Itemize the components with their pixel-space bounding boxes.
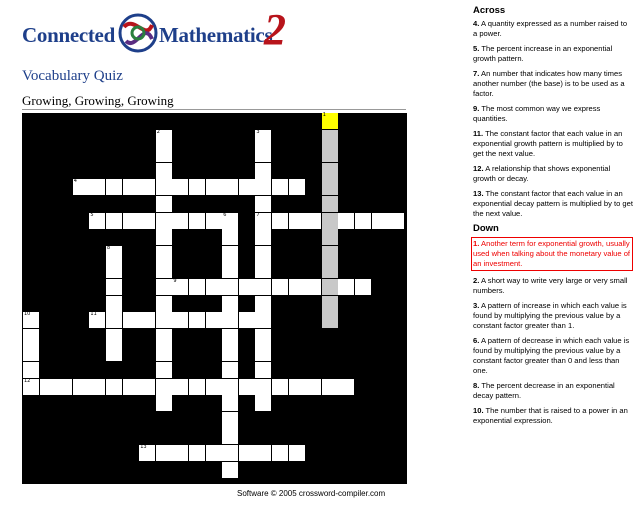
puzzle-title: Growing, Growing, Growing — [22, 93, 174, 108]
cell-number: 13 — [140, 444, 147, 450]
clue-text: The constant factor that each value in an exponential growth pattern is multiplied by to get the next value. — [473, 129, 623, 158]
cell-number: 11 — [90, 311, 97, 318]
across-heading: Across — [473, 5, 506, 16]
grid-cell[interactable] — [322, 196, 338, 212]
grid-cell[interactable] — [222, 213, 238, 229]
grid-cell[interactable] — [305, 279, 321, 295]
logo-number: 2 — [264, 5, 286, 54]
grid-cell[interactable] — [156, 312, 172, 328]
grid-cell[interactable] — [255, 146, 271, 162]
grid-cell[interactable] — [139, 445, 155, 461]
grid-cell[interactable] — [156, 329, 172, 345]
across-clue[interactable] — [473, 44, 633, 64]
grid-cell[interactable] — [106, 262, 122, 278]
grid-cell[interactable] — [388, 213, 404, 229]
clue-text: An number that indicates how many times another number (the base) is to be used as a factor. — [473, 69, 625, 98]
grid-cell[interactable] — [106, 246, 122, 262]
grid-cell[interactable] — [139, 312, 155, 328]
grid-cell[interactable] — [322, 113, 338, 129]
grid-cell[interactable] — [272, 279, 288, 295]
grid-cell[interactable] — [156, 246, 172, 262]
grid-cell[interactable] — [305, 213, 321, 229]
logo-word-connected: Connected — [22, 23, 115, 47]
clue-text: A relationship that shows exponential growth or decay. — [473, 164, 611, 183]
grid-cell[interactable] — [222, 395, 238, 411]
clue-text: A short way to write very large or very small numbers. — [473, 276, 628, 295]
clue-number: 6. — [473, 336, 480, 345]
grid-cell[interactable] — [73, 379, 89, 395]
grid-cell[interactable] — [189, 279, 205, 295]
across-clue[interactable] — [473, 129, 633, 159]
down-clue[interactable] — [471, 237, 633, 271]
grid-cell[interactable] — [239, 179, 255, 195]
grid-cell[interactable] — [222, 262, 238, 278]
clue-number: 7. — [473, 69, 480, 78]
cell-number: 6 — [223, 211, 227, 218]
cell-number: 5 — [90, 211, 94, 218]
clue-text: The most common way we express quantities. — [473, 104, 601, 123]
grid-cell[interactable] — [239, 279, 255, 295]
down-heading: Down — [473, 223, 499, 234]
grid-cell[interactable] — [255, 246, 271, 262]
across-clue[interactable] — [473, 19, 633, 39]
grid-cell[interactable] — [206, 379, 222, 395]
cell-number: 12 — [24, 377, 31, 384]
grid-cell[interactable] — [206, 312, 222, 328]
clue-number: 10. — [473, 406, 484, 415]
grid-cell[interactable] — [255, 262, 271, 278]
grid-cell[interactable] — [23, 345, 39, 361]
grid-cell[interactable] — [322, 312, 338, 328]
clue-number: 3. — [473, 301, 480, 310]
grid-cell[interactable] — [289, 213, 305, 229]
grid-cell[interactable] — [222, 229, 238, 245]
grid-cell[interactable] — [123, 179, 139, 195]
grid-cell[interactable] — [172, 379, 188, 395]
grid-cell[interactable] — [106, 179, 122, 195]
clue-text: A quantity expressed as a number raised to a power. — [473, 19, 628, 38]
grid-cell[interactable] — [239, 312, 255, 328]
clue-number: 8. — [473, 381, 480, 390]
clue-number: 9. — [473, 104, 480, 113]
cell-number: 3 — [256, 128, 260, 135]
down-clue[interactable] — [473, 276, 633, 296]
grid-cell[interactable] — [272, 445, 288, 461]
grid-cell[interactable] — [23, 329, 39, 345]
grid-cell[interactable] — [156, 279, 172, 295]
grid-cell[interactable] — [272, 213, 288, 229]
grid-cell[interactable] — [255, 395, 271, 411]
cell-number: 4 — [73, 178, 77, 185]
grid-cell[interactable] — [338, 379, 354, 395]
grid-cell[interactable] — [156, 395, 172, 411]
clue-text: A pattern of increase in which each value is found by multiplying the previous value by a constant factor greater than 1. — [473, 301, 627, 330]
grid-cell[interactable] — [156, 229, 172, 245]
grid-cell[interactable] — [289, 445, 305, 461]
knot-logo-icon — [116, 11, 160, 55]
grid-cell[interactable] — [172, 213, 188, 229]
grid-cell[interactable] — [106, 345, 122, 361]
grid-cell[interactable] — [206, 179, 222, 195]
clue-number: 1. — [473, 239, 480, 248]
grid-cell[interactable] — [255, 179, 271, 195]
grid-cell[interactable] — [322, 146, 338, 162]
grid-cell[interactable] — [255, 130, 271, 146]
grid-cell[interactable] — [255, 163, 271, 179]
grid-cell[interactable] — [355, 213, 371, 229]
grid-cell[interactable] — [106, 312, 122, 328]
grid-cell[interactable] — [156, 130, 172, 146]
clue-number: 5. — [473, 44, 480, 53]
grid-cell[interactable] — [56, 379, 72, 395]
grid-cell[interactable] — [355, 279, 371, 295]
crossword-grid[interactable] — [22, 113, 407, 484]
clue-text: The number that is raised to a power in an exponential expression. — [473, 406, 628, 425]
quiz-title: Vocabulary Quiz — [22, 68, 123, 84]
grid-cell[interactable] — [255, 379, 271, 395]
clue-text: The percent increase in an exponential growth pattern. — [473, 44, 613, 63]
grid-cell[interactable] — [289, 279, 305, 295]
grid-cell[interactable] — [222, 312, 238, 328]
grid-cell[interactable] — [89, 213, 105, 229]
across-clue[interactable] — [473, 164, 633, 184]
clue-panel — [473, 6, 633, 431]
grid-cell[interactable] — [156, 379, 172, 395]
clue-text: A pattern of decrease in which each value is found by multiplying the previous value by a constant factor greater than 0 and less than one. — [473, 336, 630, 375]
grid-cell[interactable] — [139, 213, 155, 229]
cell-number: 2 — [156, 128, 160, 135]
grid-cell[interactable] — [322, 163, 338, 179]
grid-cell[interactable] — [272, 379, 288, 395]
grid-cell[interactable] — [239, 445, 255, 461]
grid-cell[interactable] — [322, 130, 338, 146]
grid-cell[interactable] — [23, 312, 39, 328]
grid-cell[interactable] — [255, 279, 271, 295]
grid-cell[interactable] — [222, 279, 238, 295]
grid-cell[interactable] — [89, 379, 105, 395]
cell-number: 7 — [256, 211, 260, 218]
grid-cell[interactable] — [222, 362, 238, 378]
grid-cell[interactable] — [189, 179, 205, 195]
cell-number: 8 — [107, 244, 111, 251]
grid-cell[interactable] — [89, 179, 105, 195]
grid-cell[interactable] — [222, 296, 238, 312]
down-clue[interactable] — [473, 301, 633, 331]
clue-text: The percent decrease in an exponential decay pattern. — [473, 381, 615, 400]
grid-cell[interactable] — [123, 379, 139, 395]
grid-cell[interactable] — [73, 179, 89, 195]
down-clue[interactable] — [473, 336, 633, 376]
grid-cell[interactable] — [322, 213, 338, 229]
grid-cell[interactable] — [123, 312, 139, 328]
grid-cell[interactable] — [322, 379, 338, 395]
grid-cell[interactable] — [156, 296, 172, 312]
grid-cell[interactable] — [322, 229, 338, 245]
grid-cell[interactable] — [172, 179, 188, 195]
grid-cell[interactable] — [189, 445, 205, 461]
software-credit: Software © 2005 crossword-compiler.com — [237, 489, 386, 498]
grid-cell[interactable] — [255, 362, 271, 378]
grid-cell[interactable] — [189, 379, 205, 395]
grid-cell[interactable] — [272, 179, 288, 195]
grid-cell[interactable] — [156, 146, 172, 162]
grid-cell[interactable] — [322, 246, 338, 262]
grid-cell[interactable] — [139, 379, 155, 395]
grid-cell[interactable] — [156, 213, 172, 229]
grid-cell[interactable] — [222, 329, 238, 345]
down-clue[interactable] — [473, 381, 633, 401]
grid-cell[interactable] — [372, 213, 388, 229]
grid-cell[interactable] — [156, 445, 172, 461]
grid-cell[interactable] — [222, 246, 238, 262]
grid-cell[interactable] — [255, 196, 271, 212]
grid-cell[interactable] — [156, 179, 172, 195]
grid-cell[interactable] — [222, 445, 238, 461]
grid-cell[interactable] — [305, 379, 321, 395]
grid-cell[interactable] — [222, 462, 238, 478]
cell-number: 1 — [322, 112, 326, 118]
grid-cell[interactable] — [189, 312, 205, 328]
grid-cell[interactable] — [255, 445, 271, 461]
grid-cell[interactable] — [172, 445, 188, 461]
grid-cell[interactable] — [255, 345, 271, 361]
grid-cell[interactable] — [106, 329, 122, 345]
grid-cell[interactable] — [255, 296, 271, 312]
grid-cell[interactable] — [206, 279, 222, 295]
grid-cell[interactable] — [222, 379, 238, 395]
across-clue[interactable] — [473, 189, 633, 219]
grid-cell[interactable] — [322, 296, 338, 312]
grid-cell[interactable] — [156, 345, 172, 361]
grid-cell[interactable] — [222, 345, 238, 361]
grid-cell[interactable] — [322, 279, 338, 295]
grid-cell[interactable] — [40, 379, 56, 395]
grid-cell[interactable] — [206, 445, 222, 461]
grid-cell[interactable] — [172, 279, 188, 295]
grid-cell[interactable] — [156, 362, 172, 378]
grid-cell[interactable] — [189, 213, 205, 229]
across-clue[interactable] — [473, 69, 633, 99]
clue-number: 11. — [473, 129, 484, 138]
cell-number: 10 — [24, 311, 31, 318]
grid-cell[interactable] — [156, 262, 172, 278]
grid-cell[interactable] — [289, 179, 305, 195]
clue-text: The constant factor that each value in an exponential decay pattern is multiplied by to get the next value. — [473, 189, 633, 218]
grid-cell[interactable] — [156, 196, 172, 212]
down-clue[interactable] — [473, 406, 633, 426]
grid-cell[interactable] — [322, 262, 338, 278]
cell-number: 9 — [173, 278, 177, 284]
grid-cell[interactable] — [172, 312, 188, 328]
grid-cell[interactable] — [106, 296, 122, 312]
grid-cell[interactable] — [156, 163, 172, 179]
title-divider — [22, 109, 406, 110]
grid-cell[interactable] — [255, 213, 271, 229]
grid-cell[interactable] — [106, 279, 122, 295]
grid-cell[interactable] — [23, 379, 39, 395]
grid-cell[interactable] — [322, 179, 338, 195]
connected-mathematics-logo — [22, 5, 312, 60]
grid-cell[interactable] — [338, 279, 354, 295]
clue-text: Another term for exponential growth, usually used when talking about the monetary value of an investment. — [473, 239, 631, 268]
grid-cell[interactable] — [123, 213, 139, 229]
grid-cell[interactable] — [106, 379, 122, 395]
grid-cell[interactable] — [255, 229, 271, 245]
across-clue[interactable] — [473, 104, 633, 124]
grid-cell[interactable] — [106, 213, 122, 229]
grid-cell[interactable] — [255, 329, 271, 345]
grid-cell[interactable] — [222, 412, 238, 428]
clue-number: 13. — [473, 189, 484, 198]
grid-cell[interactable] — [239, 379, 255, 395]
clue-number: 2. — [473, 276, 480, 285]
grid-cell[interactable] — [23, 362, 39, 378]
grid-cell[interactable] — [222, 428, 238, 444]
grid-cell[interactable] — [338, 213, 354, 229]
clue-number: 4. — [473, 19, 480, 28]
grid-cell[interactable] — [255, 312, 271, 328]
grid-cell[interactable] — [139, 179, 155, 195]
grid-cell[interactable] — [289, 379, 305, 395]
grid-cell[interactable] — [206, 213, 222, 229]
grid-cell[interactable] — [222, 179, 238, 195]
logo-word-mathematics: Mathematics — [159, 23, 273, 47]
grid-cell[interactable] — [89, 312, 105, 328]
clue-number: 12. — [473, 164, 484, 173]
